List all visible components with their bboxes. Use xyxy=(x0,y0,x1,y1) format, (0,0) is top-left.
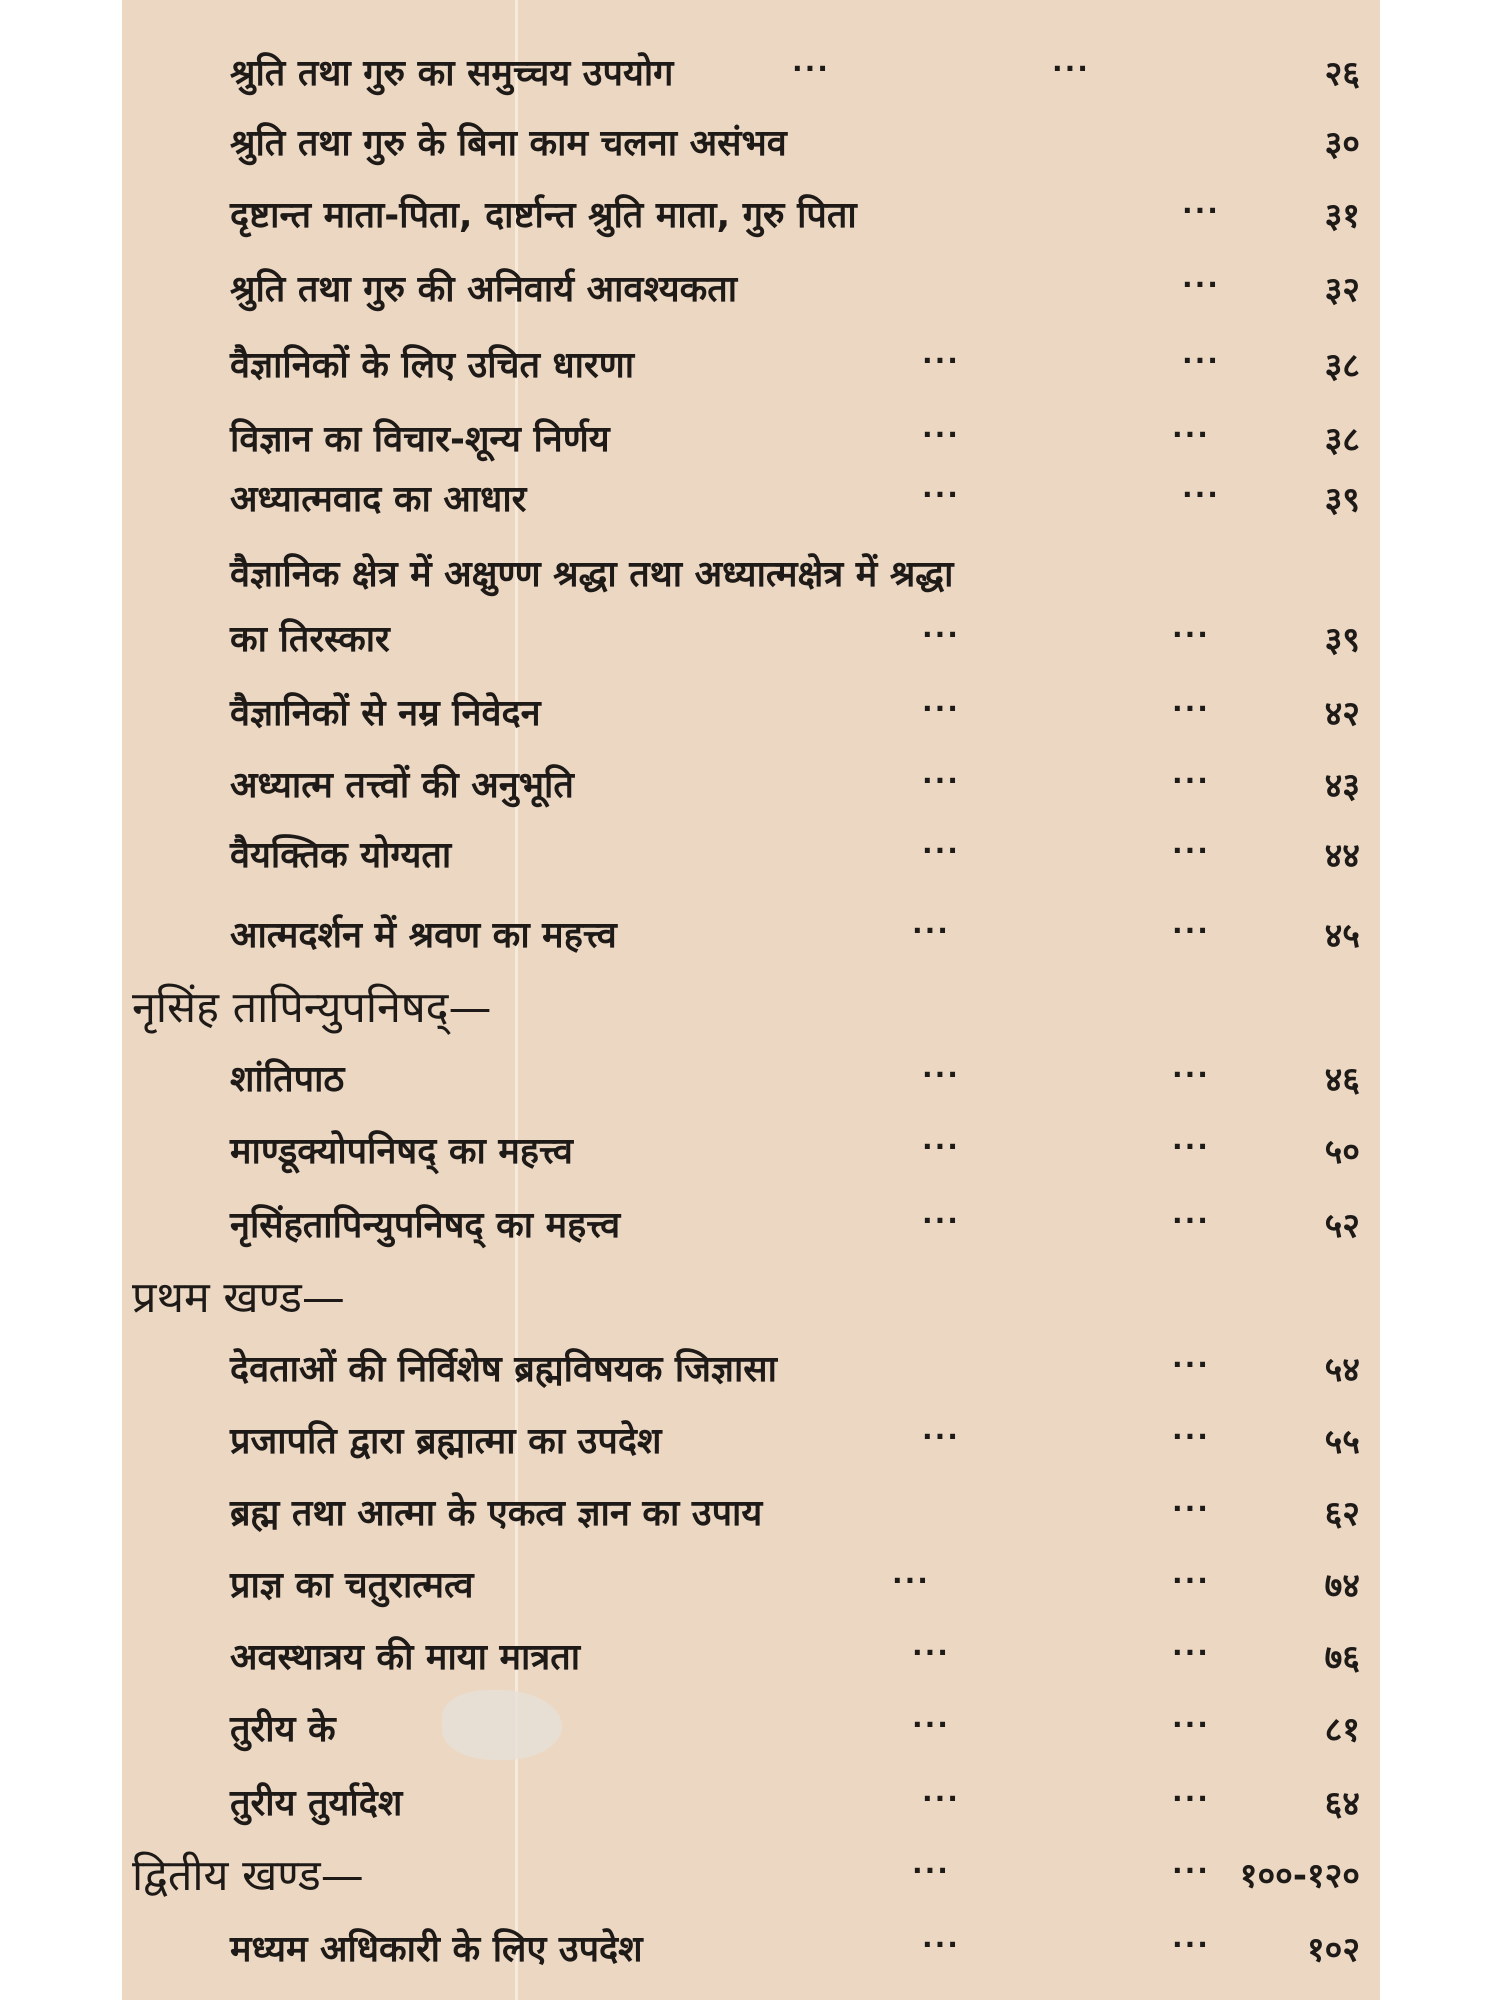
toc-page-number: २६ xyxy=(1324,54,1360,94)
leader-dots: ··· xyxy=(1172,1636,1210,1669)
toc-row xyxy=(122,684,1380,744)
leader-dots: ··· xyxy=(912,914,950,947)
leader-dots: ··· xyxy=(1052,52,1090,85)
toc-entry-title: माण्डूक्योपनिषद् का महत्त्व xyxy=(230,1131,573,1172)
leader-dots: ··· xyxy=(1172,914,1210,947)
toc-page-number: ४४ xyxy=(1324,836,1360,876)
toc-entry-title: प्राज्ञ का चतुरात्मत्व xyxy=(230,1565,474,1606)
toc-page-number: ३१ xyxy=(1324,196,1360,236)
toc-section-row xyxy=(122,1846,1380,1906)
leader-dots: ··· xyxy=(922,478,960,511)
leader-dots: ··· xyxy=(1172,1708,1210,1741)
leader-dots: ··· xyxy=(1172,1782,1210,1815)
toc-entry-title: नृसिंहतापिन्युपनिषद् का महत्त्व xyxy=(230,1205,621,1246)
toc-entry-title: वैज्ञानिकों से नम्र निवेदन xyxy=(230,693,541,734)
leader-dots: ··· xyxy=(922,1420,960,1453)
leader-dots: ··· xyxy=(1182,268,1220,301)
leader-dots: ··· xyxy=(1172,834,1210,867)
leader-dots: ··· xyxy=(1172,1492,1210,1525)
leader-dots: ··· xyxy=(1172,418,1210,451)
toc-entry-title: वैज्ञानिकों के लिए उचित धारणा xyxy=(230,345,635,386)
toc-row xyxy=(122,545,1380,605)
leader-dots: ··· xyxy=(1182,344,1220,377)
toc-page-number: ४३ xyxy=(1324,766,1360,806)
toc-row xyxy=(122,1774,1380,1834)
leader-dots: ··· xyxy=(922,618,960,651)
toc-entry-title: विज्ञान का विचार-शून्य निर्णय xyxy=(230,419,610,460)
leader-dots: ··· xyxy=(1172,692,1210,725)
toc-entry-title: मध्यम अधिकारी के लिए उपदेश xyxy=(230,1929,643,1970)
toc-entry-title: वैयक्तिक योग्यता xyxy=(230,835,452,876)
leader-dots: ··· xyxy=(922,1204,960,1237)
toc-page-number: ५४ xyxy=(1324,1350,1360,1390)
toc-entry-title: आत्मदर्शन में श्रवण का महत्त्व xyxy=(230,915,617,956)
toc-page-number: ७६ xyxy=(1324,1638,1360,1678)
toc-row xyxy=(122,1628,1380,1688)
leader-dots: ··· xyxy=(1172,1130,1210,1163)
toc-row xyxy=(122,1920,1380,1980)
leader-dots: ··· xyxy=(1172,1928,1210,1961)
leader-dots: ··· xyxy=(1182,478,1220,511)
toc-page-number: ३८ xyxy=(1324,420,1360,460)
leader-dots: ··· xyxy=(1172,1058,1210,1091)
toc-page-number: ५० xyxy=(1324,1132,1360,1172)
toc-page-number: ३९ xyxy=(1324,620,1360,660)
leader-dots: ··· xyxy=(912,1636,950,1669)
toc-entry-title: ब्रह्म तथा आत्मा के एकत्व ज्ञान का उपाय xyxy=(230,1493,763,1534)
toc-page-number: ५५ xyxy=(1324,1422,1360,1462)
toc-entry-title: अवस्थात्रय की माया मात्रता xyxy=(230,1637,581,1678)
toc-row xyxy=(122,1412,1380,1472)
leader-dots: ··· xyxy=(1172,764,1210,797)
toc-section-row xyxy=(122,1268,1380,1328)
leader-dots: ··· xyxy=(922,692,960,725)
toc-page-number: ४५ xyxy=(1324,916,1360,956)
leader-dots: ··· xyxy=(1172,1420,1210,1453)
toc-page-number: ६२ xyxy=(1324,1494,1360,1534)
toc-row xyxy=(122,906,1380,966)
toc-section-heading: प्रथम खण्ड— xyxy=(132,1273,345,1323)
leader-dots: ··· xyxy=(1172,1348,1210,1381)
toc-page-number: ६४ xyxy=(1324,1784,1360,1824)
toc-row xyxy=(122,1122,1380,1182)
toc-row xyxy=(122,1556,1380,1616)
toc-row xyxy=(122,470,1380,530)
toc-page-number: ४६ xyxy=(1324,1060,1360,1100)
toc-section-heading: नृसिंह तापिन्युपनिषद्— xyxy=(132,983,492,1033)
toc-section-row xyxy=(122,978,1380,1038)
toc-entry-title: वैज्ञानिक क्षेत्र में अक्षुण्ण श्रद्धा तथा अध्यात्मक्षेत्र में श्रद्धा xyxy=(230,554,954,595)
toc-row xyxy=(122,260,1380,320)
toc-entry-title: शांतिपाठ xyxy=(230,1059,345,1100)
leader-dots: ··· xyxy=(922,418,960,451)
leader-dots: ··· xyxy=(922,344,960,377)
toc-row xyxy=(122,1050,1380,1110)
leader-dots: ··· xyxy=(1172,1854,1210,1887)
toc-entry-title: दृष्टान्त माता-पिता, दार्ष्टान्त श्रुति माता, गुरु पिता xyxy=(230,195,857,236)
toc-row xyxy=(122,336,1380,396)
leader-dots: ··· xyxy=(1172,618,1210,651)
toc-entry-title: श्रुति तथा गुरु का समुच्चय उपयोग xyxy=(230,53,674,94)
toc-entry-title: अध्यात्मवाद का आधार xyxy=(230,479,527,520)
toc-entry-title: श्रुति तथा गुरु के बिना काम चलना असंभव xyxy=(230,123,787,164)
leader-dots: ··· xyxy=(922,1130,960,1163)
toc-row xyxy=(122,410,1380,470)
toc-row xyxy=(122,114,1380,174)
leader-dots: ··· xyxy=(922,1782,960,1815)
toc-entry-title: अध्यात्म तत्त्वों की अनुभूति xyxy=(230,765,574,806)
toc-page-number: ७४ xyxy=(1324,1566,1360,1606)
toc-page-number: ४२ xyxy=(1324,694,1360,734)
toc-row xyxy=(122,1484,1380,1544)
toc-entry-title: प्रजापति द्वारा ब्रह्मात्मा का उपदेश xyxy=(230,1421,662,1462)
leader-dots: ··· xyxy=(922,1058,960,1091)
toc-row xyxy=(122,610,1380,670)
toc-entry-title: तुरीय के xyxy=(230,1709,336,1750)
toc-section-heading: द्वितीय खण्ड— xyxy=(132,1851,364,1901)
leader-dots: ··· xyxy=(912,1708,950,1741)
toc-entry-title: श्रुति तथा गुरु की अनिवार्य आवश्यकता xyxy=(230,269,738,310)
toc-row xyxy=(122,1700,1380,1760)
toc-row xyxy=(122,1340,1380,1400)
toc-page-number: ८१ xyxy=(1324,1710,1360,1750)
toc-row xyxy=(122,826,1380,886)
leader-dots: ··· xyxy=(792,52,830,85)
leader-dots: ··· xyxy=(1172,1204,1210,1237)
toc-entry-title: तुरीय तुर्यादेश xyxy=(230,1783,403,1824)
leader-dots: ··· xyxy=(1172,1564,1210,1597)
toc-page-number: ३८ xyxy=(1324,346,1360,386)
toc-page-number: ३२ xyxy=(1324,270,1360,310)
toc-page-number: ५२ xyxy=(1324,1206,1360,1246)
toc-row xyxy=(122,186,1380,246)
toc-entry-title: का तिरस्कार xyxy=(230,619,390,660)
toc-row xyxy=(122,1196,1380,1256)
leader-dots: ··· xyxy=(912,1854,950,1887)
leader-dots: ··· xyxy=(892,1564,930,1597)
toc-page-number: १०२ xyxy=(1306,1930,1360,1970)
leader-dots: ··· xyxy=(922,764,960,797)
leader-dots: ··· xyxy=(1182,194,1220,227)
leader-dots: ··· xyxy=(922,834,960,867)
toc-page-number: ३० xyxy=(1324,124,1360,164)
toc-entry-title: देवताओं की निर्विशेष ब्रह्मविषयक जिज्ञासा xyxy=(230,1349,777,1390)
book-page xyxy=(122,0,1380,2000)
toc-row xyxy=(122,756,1380,816)
toc-row xyxy=(122,44,1380,104)
toc-page-number: १००-१२० xyxy=(1239,1856,1360,1896)
leader-dots: ··· xyxy=(922,1928,960,1961)
toc-page-number: ३९ xyxy=(1324,480,1360,520)
